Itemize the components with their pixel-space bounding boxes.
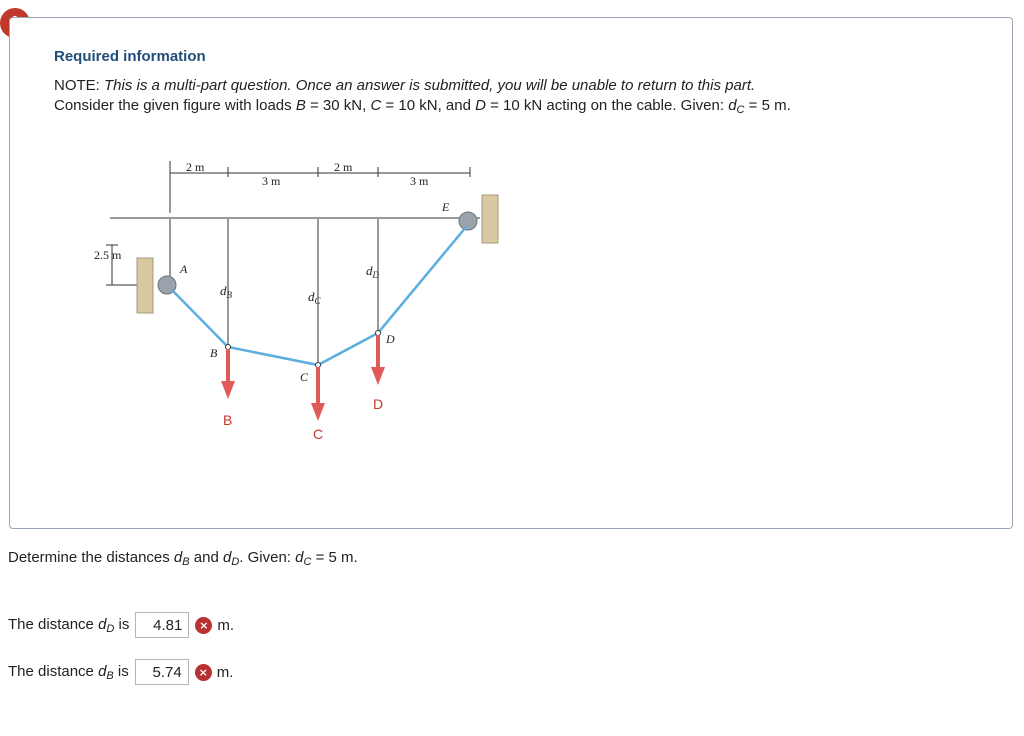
joint-d <box>376 331 381 336</box>
incorrect-icon: × <box>195 664 212 681</box>
joint-c <box>316 363 321 368</box>
question-suffix: . Given: <box>239 549 296 566</box>
load-label-b: B <box>223 412 233 428</box>
answer-dD-prefix: The distance <box>8 615 99 633</box>
load-d-value: = 10 kN acting on the cable. Given: <box>485 97 729 114</box>
load-d-var: D <box>475 97 486 114</box>
answer-dB-suffix: is <box>113 662 129 680</box>
answer-dB-unit: m. <box>216 663 234 681</box>
note-body: This is a multi-part question. Once an answer is submitted, you will be unable to return to this part. <box>104 77 756 94</box>
question-prefix: Determine the distances <box>8 549 174 566</box>
dim-2m-left: 2 m <box>186 160 205 174</box>
label-e: E <box>442 200 450 214</box>
joint-b <box>226 345 231 350</box>
dim-2m-right: 2 m <box>334 160 353 174</box>
required-information-panel <box>9 17 1013 529</box>
label-dB-sub: B <box>226 290 232 300</box>
given-start: Consider the given figure with loads <box>54 97 296 114</box>
given-d-sub: C <box>736 104 745 116</box>
label-dC-sub: C <box>314 296 321 306</box>
question-d3: d <box>295 549 304 566</box>
question-mid: and <box>189 549 223 566</box>
answer-dD-d: d <box>98 615 107 633</box>
load-b-value: = 30 kN, <box>305 97 371 114</box>
dim-3m-left: 3 m <box>262 174 281 188</box>
label-a: A <box>180 262 188 276</box>
dim-3m-right: 3 m <box>410 174 429 188</box>
support-e-pulley <box>459 212 477 230</box>
answer-dD-sub: D <box>106 622 115 635</box>
load-c-var: C <box>370 97 382 114</box>
question-end: = 5 m. <box>311 549 358 566</box>
question-d3-sub: C <box>303 556 312 568</box>
note-text <box>54 77 755 94</box>
label-dD-sub: D <box>372 270 379 280</box>
load-c-value: = 10 kN, and <box>381 97 476 114</box>
dim-height: 2.5 m <box>94 248 122 262</box>
support-a-wall <box>137 258 153 313</box>
question-d1-sub: B <box>182 556 190 568</box>
given-d: d <box>728 97 737 114</box>
answer-dD-suffix: is <box>114 615 130 633</box>
label-dD <box>366 263 380 280</box>
label-d: D <box>386 332 395 346</box>
distance-dD-input[interactable] <box>135 612 189 638</box>
answer-dD-unit: m. <box>217 616 235 634</box>
dimension-lines <box>106 161 480 363</box>
question-d2: d <box>222 549 232 566</box>
label-dD-d: d <box>366 263 373 278</box>
incorrect-icon: × <box>195 617 212 634</box>
answer-row-dB <box>8 659 233 685</box>
note-prefix: NOTE: <box>54 77 100 94</box>
label-c: C <box>300 370 309 384</box>
question-d2-sub: D <box>231 556 240 568</box>
answer-dD-label <box>8 616 129 635</box>
answer-dB-prefix: The distance <box>8 662 99 680</box>
label-dC <box>308 289 322 306</box>
given-d-value: = 5 m. <box>744 97 791 114</box>
answer-row-dD <box>8 612 234 638</box>
label-b: B <box>210 346 218 360</box>
answer-dB-d: d <box>98 662 107 680</box>
support-e-wall <box>482 195 498 243</box>
question-d1: d <box>173 549 183 566</box>
question-text <box>8 549 358 568</box>
label-dB <box>220 283 233 300</box>
label-dB-d: d <box>220 283 227 298</box>
label-dC-d: d <box>308 289 315 304</box>
load-label-c: C <box>313 426 324 442</box>
answer-dB-label <box>8 663 129 682</box>
panel-heading: Required information <box>54 48 206 65</box>
distance-dB-input[interactable] <box>135 659 189 685</box>
load-b-var: B <box>295 97 306 114</box>
answer-dB-sub: B <box>106 669 114 682</box>
cable-figure <box>90 153 510 443</box>
given-loads-text <box>54 97 791 116</box>
load-label-d: D <box>373 396 384 412</box>
